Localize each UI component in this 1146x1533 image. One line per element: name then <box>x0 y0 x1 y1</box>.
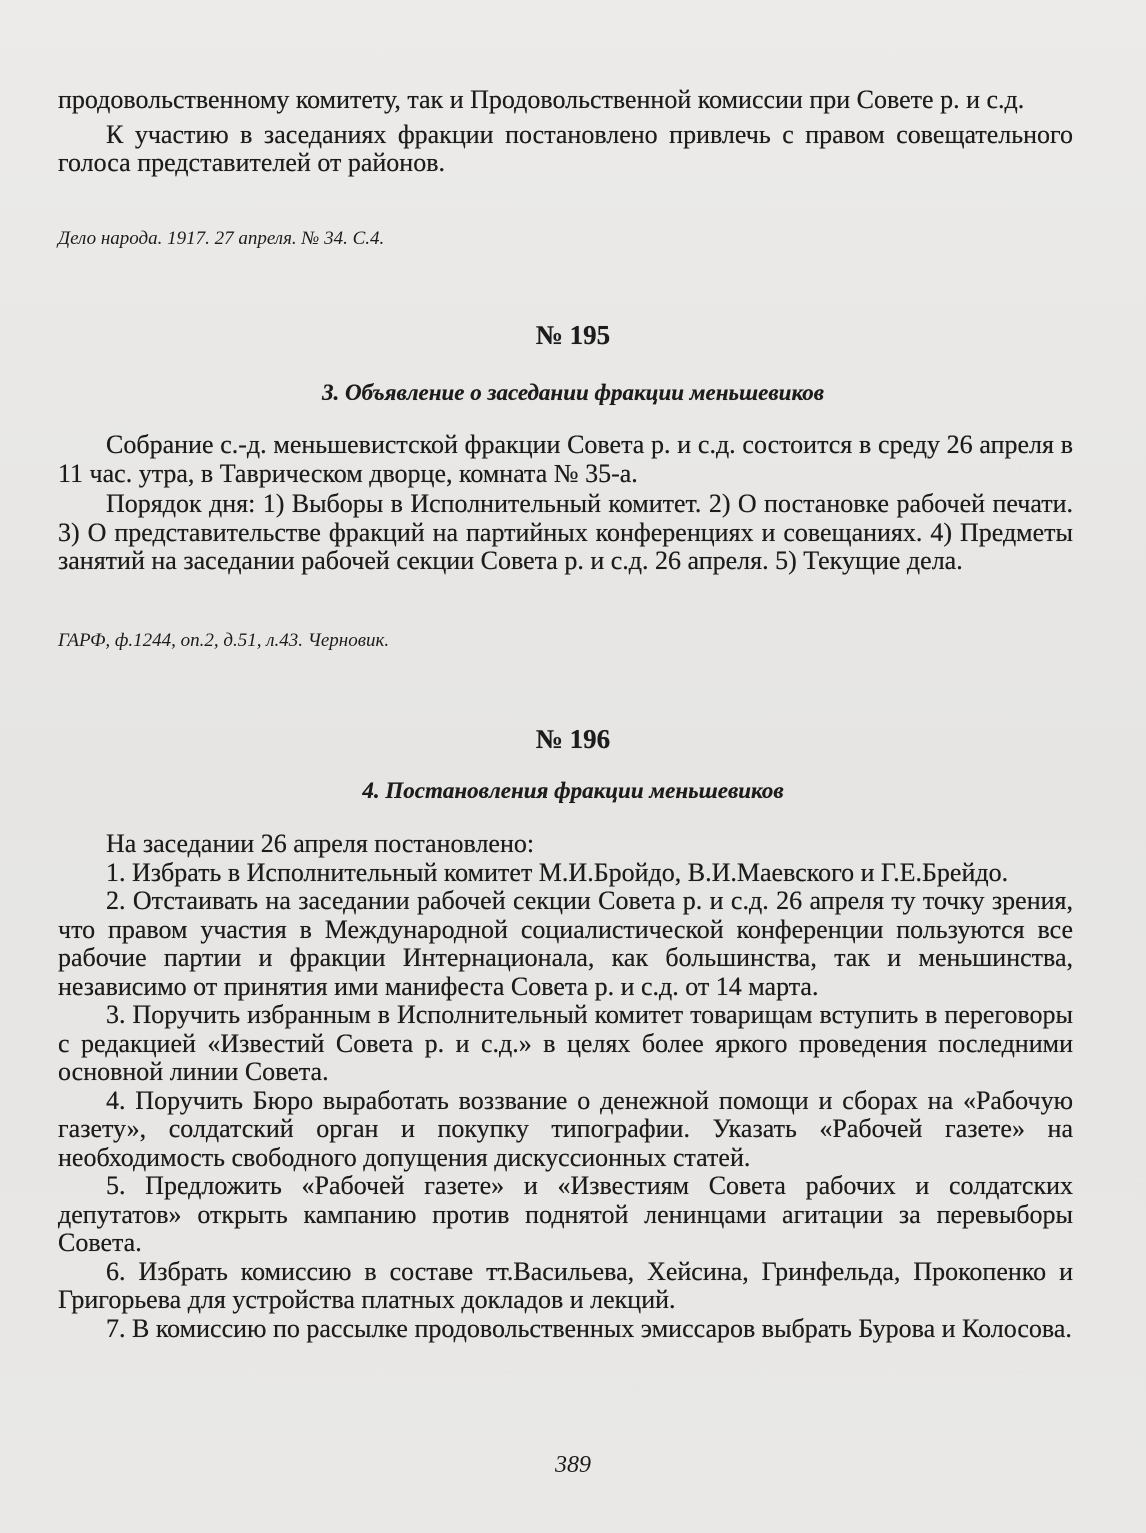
list-item: 6. Избрать комиссию в составе тт.Васильева, Хейсина, Гринфельда, Прокопенко и Григорьева для устройства платных докладов и лекций. <box>58 1256 1073 1314</box>
paragraph: К участию в заседаниях фракции постановлено привлечь с правом совещательного голоса представителей от районов. <box>58 119 1073 177</box>
paragraph: Собрание с.-д. меньшевистской фракции Совета р. и с.д. состоится в среду 26 апреля в 11 час. утра, в Таврическом дворце, комната № 35-а. <box>58 430 1073 488</box>
list-item: 5. Предложить «Рабочей газете» и «Известиям Совета рабочих и солдатских депутатов» открыть кампанию против поднятой ленинцами агитации за перевыборы Совета. <box>58 1171 1073 1257</box>
list-item: 4. Поручить Бюро выработать воззвание о денежной помощи и сборах на «Рабочую газету», солдатский орган и покупку типографии. Указать «Рабочей газете» на необходимость свободного допущения дискуссионных статей. <box>58 1085 1073 1172</box>
continuation-block <box>58 86 1073 178</box>
doc196-body <box>58 830 1073 1343</box>
doc195-body <box>58 431 1073 576</box>
source-note: Дело народа. 1917. 27 апреля. № 34. С.4. <box>58 228 385 249</box>
list-item: 7. В комиссию по рассылке продовольственных эмиссаров выбрать Бурова и Колосова. <box>106 1313 1072 1343</box>
document-title: 4. Постановления фракции меньшевиков <box>362 778 784 803</box>
document-number: № 195 <box>535 320 611 350</box>
list-item: 3. Поручить избранным в Исполнительный комитет товарищам вступить в переговоры с редакцией «Известий Совета р. и с.д.» в целях более яркого проведения последними основной линии Совета. <box>58 1000 1073 1086</box>
list-item: 2. Отстаивать на заседании рабочей секции Совета р. и с.д. 26 апреля ту точку зрения, что правом участия в Международной социалистической конференции пользуются все рабочие партии и фракции Интернационала, как большинства, так и меньшинства, независимо от принятия ими манифеста Совета р. и с.д. от 14 марта. <box>58 886 1073 1001</box>
source-note: ГАРФ, ф.1244, оп.2, д.51, л.43. Черновик. <box>58 630 390 651</box>
paragraph: Порядок дня: 1) Выборы в Исполнительный комитет. 2) О постановке рабочей печати. 3) О представительстве фракций на партийных конференциях и совещаниях. 4) Предметы занятий на заседании рабочей секции Совета р. и с.д. 26 апреля. 5) Текущие дела. <box>58 489 1073 575</box>
page-number: 389 <box>555 1452 591 1478</box>
paragraph: На заседании 26 апреля постановлено: <box>106 829 535 858</box>
list-item: 1. Избрать в Исполнительный комитет М.И.Бройдо, В.И.Маевского и Г.Е.Брейдо. <box>106 857 1009 887</box>
document-number: № 196 <box>535 724 611 754</box>
document-title: 3. Объявление о заседании фракции меньшевиков <box>321 380 825 405</box>
paragraph: продовольственному комитету, так и Продовольственной комиссии при Совете р. и с.д. <box>58 85 1025 114</box>
